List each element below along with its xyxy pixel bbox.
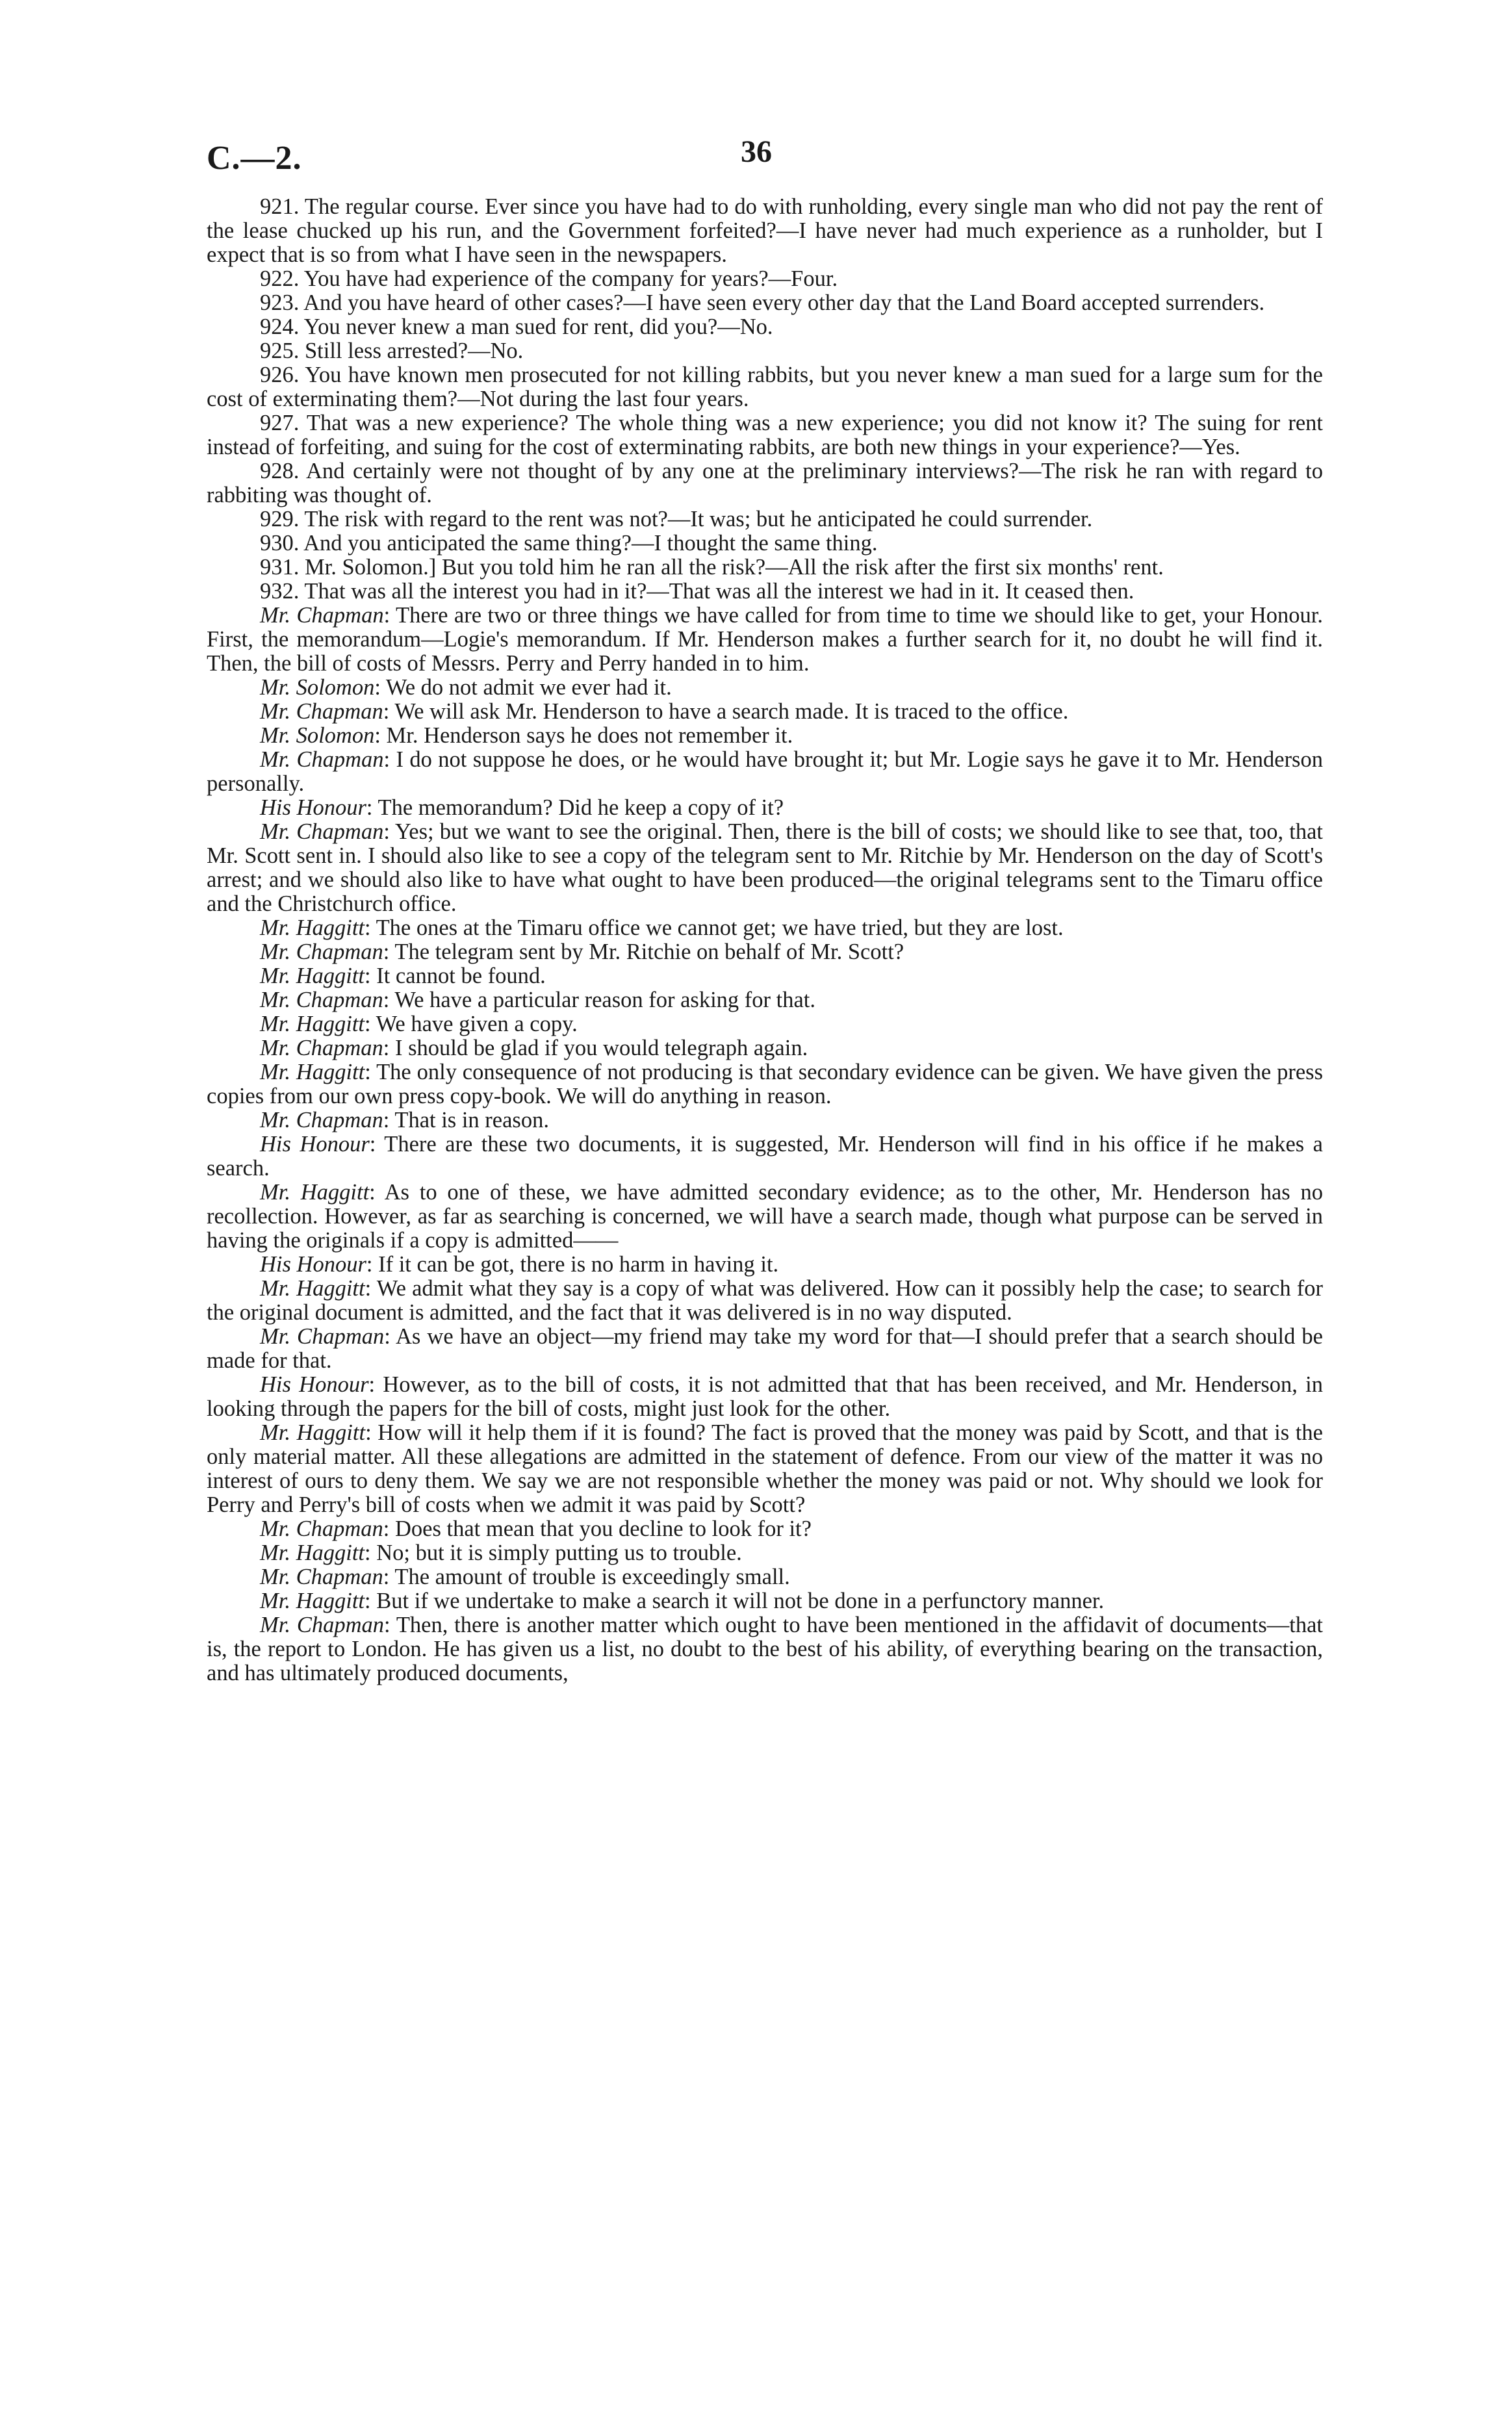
transcript-paragraph (207, 339, 1323, 363)
paragraph-text: : We have a particular reason for asking for that. (383, 988, 816, 1012)
paragraph-text: : It cannot be found. (365, 964, 546, 988)
speaker-name: Mr. Chapman (260, 699, 383, 724)
speaker-name: Mr. Chapman (260, 747, 384, 772)
transcript-paragraph (207, 459, 1323, 507)
transcript-body (207, 195, 1323, 1685)
paragraph-text: 932. That was all the interest you had in it?—That was all the interest we had in it. It ceased then. (260, 579, 1134, 604)
speaker-name: Mr. Chapman (260, 1036, 383, 1060)
speaker-name: Mr. Chapman (260, 1516, 383, 1541)
speaker-name: Mr. Haggitt (260, 1276, 365, 1301)
transcript-paragraph (207, 940, 1323, 964)
speaker-name: His Honour (260, 795, 366, 820)
paragraph-text: 928. And certainly were not thought of by any one at the preliminary interviews?—The risk he ran with regard to rabbiting was thought of. (207, 459, 1323, 507)
page-number: 36 (741, 134, 772, 169)
speaker-name: Mr. Haggitt (260, 1420, 366, 1445)
paragraph-text: : As we have an object—my friend may take my word for that—I should prefer that a search should be made for that. (207, 1324, 1323, 1373)
transcript-paragraph (207, 1012, 1323, 1036)
paragraph-text: : Does that mean that you decline to look for it? (383, 1516, 812, 1541)
transcript-paragraph (207, 315, 1323, 339)
speaker-name: Mr. Chapman (260, 819, 384, 844)
speaker-name: Mr. Chapman (260, 988, 383, 1012)
transcript-paragraph (207, 724, 1323, 748)
speaker-name: Mr. Haggitt (260, 1541, 365, 1565)
transcript-paragraph (207, 1132, 1323, 1181)
paragraph-text: 929. The risk with regard to the rent was not?—It was; but he anticipated he could surrender. (260, 507, 1093, 531)
paragraph-text: : If it can be got, there is no harm in having it. (366, 1252, 779, 1277)
speaker-name: Mr. Haggitt (260, 964, 365, 988)
transcript-paragraph (207, 988, 1323, 1012)
paragraph-text: : But if we undertake to make a search it will not be done in a perfunctory manner. (365, 1589, 1105, 1613)
paragraph-text: : That is in reason. (383, 1108, 549, 1132)
speaker-name: Mr. Solomon (260, 675, 375, 700)
paragraph-text: : No; but it is simply putting us to trouble. (365, 1541, 742, 1565)
transcript-paragraph (207, 267, 1323, 291)
transcript-paragraph (207, 531, 1323, 556)
transcript-paragraph (207, 1589, 1323, 1613)
transcript-paragraph (207, 820, 1323, 916)
paragraph-text: : The amount of trouble is exceedingly small. (383, 1565, 790, 1589)
transcript-paragraph (207, 1181, 1323, 1253)
paragraph-text: : I do not suppose he does, or he would have brought it; but Mr. Logie says he gave it to Mr. Henderson personally. (207, 747, 1323, 796)
paragraph-text: : Yes; but we want to see the original. Then, there is the bill of costs; we should like to see that, too, that Mr. Scott sent in. I should also like to see a copy of the telegram sent to Mr. Ritchie by Mr. Henderson on the day of Scott's arrest; and we should also like to have what ought to have been produced—the original telegrams sent to the Timaru office and the Christchurch office. (207, 819, 1323, 916)
paragraph-text: : We admit what they say is a copy of what was delivered. How can it possibly help the case; to search for the original document is admitted, and the fact that it was delivered is in no way disputed. (207, 1276, 1324, 1325)
transcript-paragraph (207, 1253, 1323, 1277)
paragraph-text: : There are two or three things we have called for from time to time we should like to get, your Honour. First, the memorandum—Logie's memorandum. If Mr. Henderson makes a further search for it, no doubt he will find it. Then, the bill of costs of Messrs. Perry and Perry handed in to him. (207, 603, 1323, 676)
paragraph-text: 931. Mr. Solomon.] But you told him he ran all the risk?—All the risk after the first six months' rent. (260, 555, 1164, 580)
paragraph-text: : The ones at the Timaru office we cannot get; we have tried, but they are lost. (365, 915, 1064, 940)
transcript-paragraph (207, 700, 1323, 724)
transcript-paragraph (207, 580, 1323, 604)
paragraph-text: : How will it help them if it is found? The fact is proved that the money was paid by Scott, and that is the only material matter. All these allegations are admitted in the statement of defence. From our view of the matter it was no interest of ours to deny them. We say we are not responsible whether the money was paid or not. Why should we look for Perry and Perry's bill of costs when we admit it was paid by Scott? (207, 1420, 1323, 1517)
speaker-name: Mr. Chapman (260, 1324, 385, 1349)
paragraph-text: 921. The regular course. Ever since you have had to do with runholding, every single man who did not pay the rent of the lease chucked up his run, and the Government forfeited?—I have never had much experience as a runholder, but I expect that is so from what I have seen in the newspapers. (207, 194, 1323, 267)
transcript-paragraph (207, 411, 1323, 459)
document-reference: C.—2. (207, 140, 302, 177)
paragraph-text: 922. You have had experience of the company for years?—Four. (260, 266, 838, 291)
paragraph-text: 927. That was a new experience? The whole thing was a new experience; you did not know it? The suing for rent instead of forfeiting, and suing for the cost of exterminating rabbits, are both new things in your experience?—Yes. (207, 411, 1323, 459)
speaker-name: His Honour (260, 1372, 369, 1397)
transcript-paragraph (207, 1565, 1323, 1589)
transcript-paragraph (207, 1108, 1323, 1132)
paragraph-text: 925. Still less arrested?—No. (260, 339, 524, 363)
paragraph-text: : We do not admit we ever had it. (374, 675, 672, 700)
transcript-paragraph (207, 1060, 1323, 1108)
paragraph-text: : The only consequence of not producing is that secondary evidence can be given. We have given the press copies from our own press copy-book. We will do anything in reason. (207, 1060, 1324, 1108)
speaker-name: Mr. Chapman (260, 1565, 383, 1589)
paragraph-text: 926. You have known men prosecuted for not killing rabbits, but you never knew a man sued for a large sum for the cost of exterminating them?—Not during the last four years. (207, 363, 1323, 411)
transcript-paragraph (207, 556, 1323, 580)
speaker-name: Mr. Haggitt (260, 1589, 365, 1613)
transcript-paragraph (207, 1541, 1323, 1565)
paragraph-text: : The telegram sent by Mr. Ritchie on behalf of Mr. Scott? (383, 940, 904, 964)
transcript-paragraph (207, 964, 1323, 988)
transcript-paragraph (207, 1277, 1323, 1325)
paragraph-text: : Mr. Henderson says he does not remember it. (374, 723, 793, 748)
paragraph-text: : However, as to the bill of costs, it is not admitted that that has been received, and Mr. Henderson, in looking through the papers for the bill of costs, might just look for the other. (207, 1372, 1323, 1421)
paragraph-text: : I should be glad if you would telegraph again. (383, 1036, 808, 1060)
transcript-paragraph (207, 1421, 1323, 1517)
transcript-paragraph (207, 507, 1323, 531)
transcript-paragraph (207, 916, 1323, 940)
paragraph-text: : We will ask Mr. Henderson to have a search made. It is traced to the office. (383, 699, 1069, 724)
paragraph-text: 924. You never knew a man sued for rent, did you?—No. (260, 314, 773, 339)
speaker-name: Mr. Chapman (260, 1613, 384, 1637)
transcript-paragraph (207, 676, 1323, 700)
transcript-paragraph (207, 195, 1323, 267)
transcript-paragraph (207, 363, 1323, 411)
transcript-paragraph (207, 1036, 1323, 1060)
speaker-name: Mr. Haggitt (260, 1180, 370, 1205)
transcript-paragraph (207, 1373, 1323, 1421)
transcript-paragraph (207, 1517, 1323, 1541)
paragraph-text: 923. And you have heard of other cases?—I have seen every other day that the Land Board accepted surrenders. (260, 290, 1265, 315)
transcript-paragraph (207, 604, 1323, 676)
transcript-paragraph (207, 748, 1323, 796)
speaker-name: Mr. Haggitt (260, 1060, 365, 1084)
speaker-name: Mr. Chapman (260, 940, 383, 964)
transcript-paragraph (207, 1325, 1323, 1373)
paragraph-text: : We have given a copy. (365, 1012, 578, 1036)
paragraph-text: : The memorandum? Did he keep a copy of it? (366, 795, 784, 820)
speaker-name: Mr. Solomon (260, 723, 375, 748)
paragraph-text: : As to one of these, we have admitted secondary evidence; as to the other, Mr. Henderson has no recollection. However, as far as searching is concerned, we will have a search made, though what purpose can be served in having the originals if a copy is admitted—— (207, 1180, 1323, 1253)
speaker-name: Mr. Haggitt (260, 1012, 365, 1036)
transcript-paragraph (207, 1613, 1323, 1685)
speaker-name: Mr. Chapman (260, 603, 384, 628)
speaker-name: His Honour (260, 1132, 370, 1157)
transcript-paragraph (207, 796, 1323, 820)
paragraph-text: : There are these two documents, it is suggested, Mr. Henderson will find in his office if he makes a search. (207, 1132, 1323, 1181)
speaker-name: His Honour (260, 1252, 366, 1277)
paragraph-text: : Then, there is another matter which ought to have been mentioned in the affidavit of documents—that is, the report to London. He has given us a list, no doubt to the best of his ability, of everything bearing on the transaction, and has ultimately produced documents, (207, 1613, 1323, 1685)
transcript-paragraph (207, 291, 1323, 315)
paragraph-text: 930. And you anticipated the same thing?—I thought the same thing. (260, 531, 878, 556)
speaker-name: Mr. Chapman (260, 1108, 383, 1132)
speaker-name: Mr. Haggitt (260, 915, 365, 940)
